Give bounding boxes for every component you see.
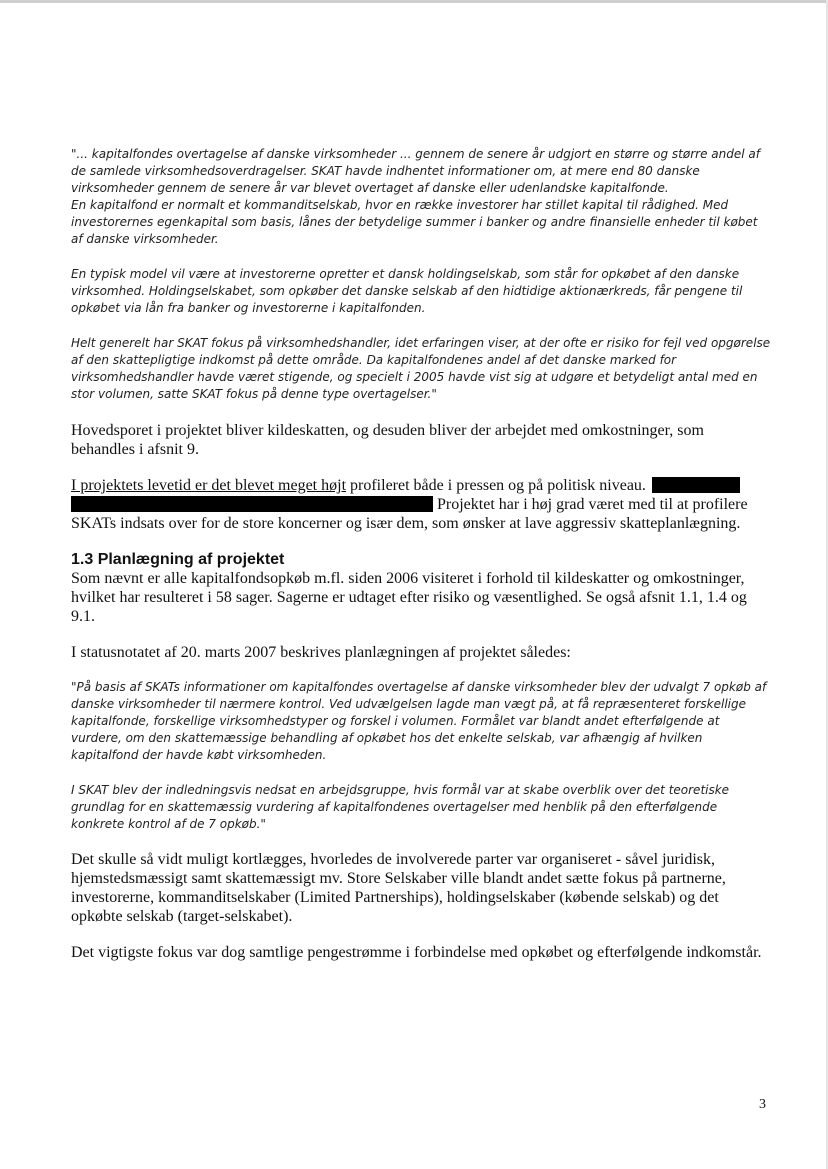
section-heading: 1.3 Planlægning af projektet [71,551,285,568]
page-number: 3 [759,1097,766,1112]
document-page [71,146,771,962]
body-paragraph: I statusnotatet af 20. marts 2007 beskrives planlægningen af projektet således: [71,644,571,661]
quote-paragraph: I SKAT blev der indledningsvis nedsat en arbejdsgruppe, hvis formål var at skabe overblik over det teoretiske grundlag for en skattemæssig vurdering af kapitalfondenes overtagelser med henblik på den efterfølgende konkrete kontrol af de 7 opkøb." [71,783,730,831]
body-paragraph: Hovedsporet i projektet bliver kildeskatten, og desuden bliver der arbejdet med omkostninger, som behandles i afsnit 9. [71,422,704,458]
quote-paragraph: En typisk model vil være at investorerne opretter et dansk holdingselskab, som står for opkøbet af den danske virksomhed. Holdingselskabet, som opkøber det danske selskab af den hidtidige aktionærkreds, får pengene til opkøbet via lån fra banker og investorerne i kapitalfonden. [71,267,743,315]
redaction-block [71,496,433,512]
quote-paragraph: "På basis af SKATs informationer om kapitalfondes overtagelse af danske virksomheder blev der udvalgt 7 opkøb af danske virksomheder til nærmere kontrol. Ved udvælgelsen lagde man vægt på, at få repræsenteret forskellige kapitalfonde, forskellige virksomhedstyper og forskel i volumen. Formålet var blandt andet efterfølgende at vurdere, om den skattemæssige behandling af opkøbet hos det enkelte selskab, var afhængig af hvilken kapitalfond der havde købt virksomheden. [71,680,767,762]
body-paragraph: Det vigtigste fokus var dog samtlige pengestrømme i forbindelse med opkøbet og efterfølgende indkomstår. [71,944,762,961]
body-paragraph: Som nævnt er alle kapitalfondsopkøb m.fl. siden 2006 visiteret i forhold til kildeskatter og omkostninger, hvilket har resulteret i 58 sager. Sagerne er udtaget efter risiko og væsentlighed. Se også afsnit 1.1, 1.4 og 9.1. [71,570,747,625]
body-paragraph-redacted [71,476,771,533]
page-top-edge [0,0,828,3]
redaction-block [652,477,740,493]
underlined-text: I projektets levetid er det blevet meget højt [71,477,347,494]
body-text: Projektet har i høj grad været med til at profilere SKATs indsats over for de store koncerner og især dem, som ønsker at lave aggressiv skatteplanlægning. [71,496,748,532]
quote-paragraph: En kapitalfond er normalt et kommanditselskab, hvor en række investorer har stillet kapital til rådighed. Med investorernes egenkapital som basis, lånes der betydelige summer i banker og andre finansielle enheder til købet af danske virksomheder. [71,198,758,246]
body-paragraph: Det skulle så vidt muligt kortlægges, hvorledes de involverede parter var organiseret - såvel juridisk, hjemstedsmæssigt samt skattemæssigt mv. Store Selskaber ville blandt andet sætte fokus på partnerne, investorerne, kommanditselskaber (Limited Partnerships), holdingselskaber (købende selskab) og det opkøbte selskab (target-selskabet). [71,851,726,925]
body-text: profileret både i pressen og på politisk niveau. [346,477,646,494]
quote-paragraph: Helt generelt har SKAT fokus på virksomhedshandler, idet erfaringen viser, at der ofte er risiko for fejl ved opgørelse af den skattepligtige indkomst på dette område. Da kapitalfondenes andel af det danske marked for virksomhedshandler havde været stigende, og specielt i 2005 havde vist sig at udgøre et betydeligt antal med en stor volumen, satte SKAT fokus på denne type overtagelser." [71,336,771,401]
quote-paragraph: "... kapitalfondes overtagelse af danske virksomheder ... gennem de senere år udgjort en større og større andel af de samlede virksomhedsoverdragelser. SKAT havde indhentet informationer om, at mere end 80 danske virksomheder gennem de senere år var blevet overtaget af danske eller udenlandske kapitalfonde. [71,147,760,195]
